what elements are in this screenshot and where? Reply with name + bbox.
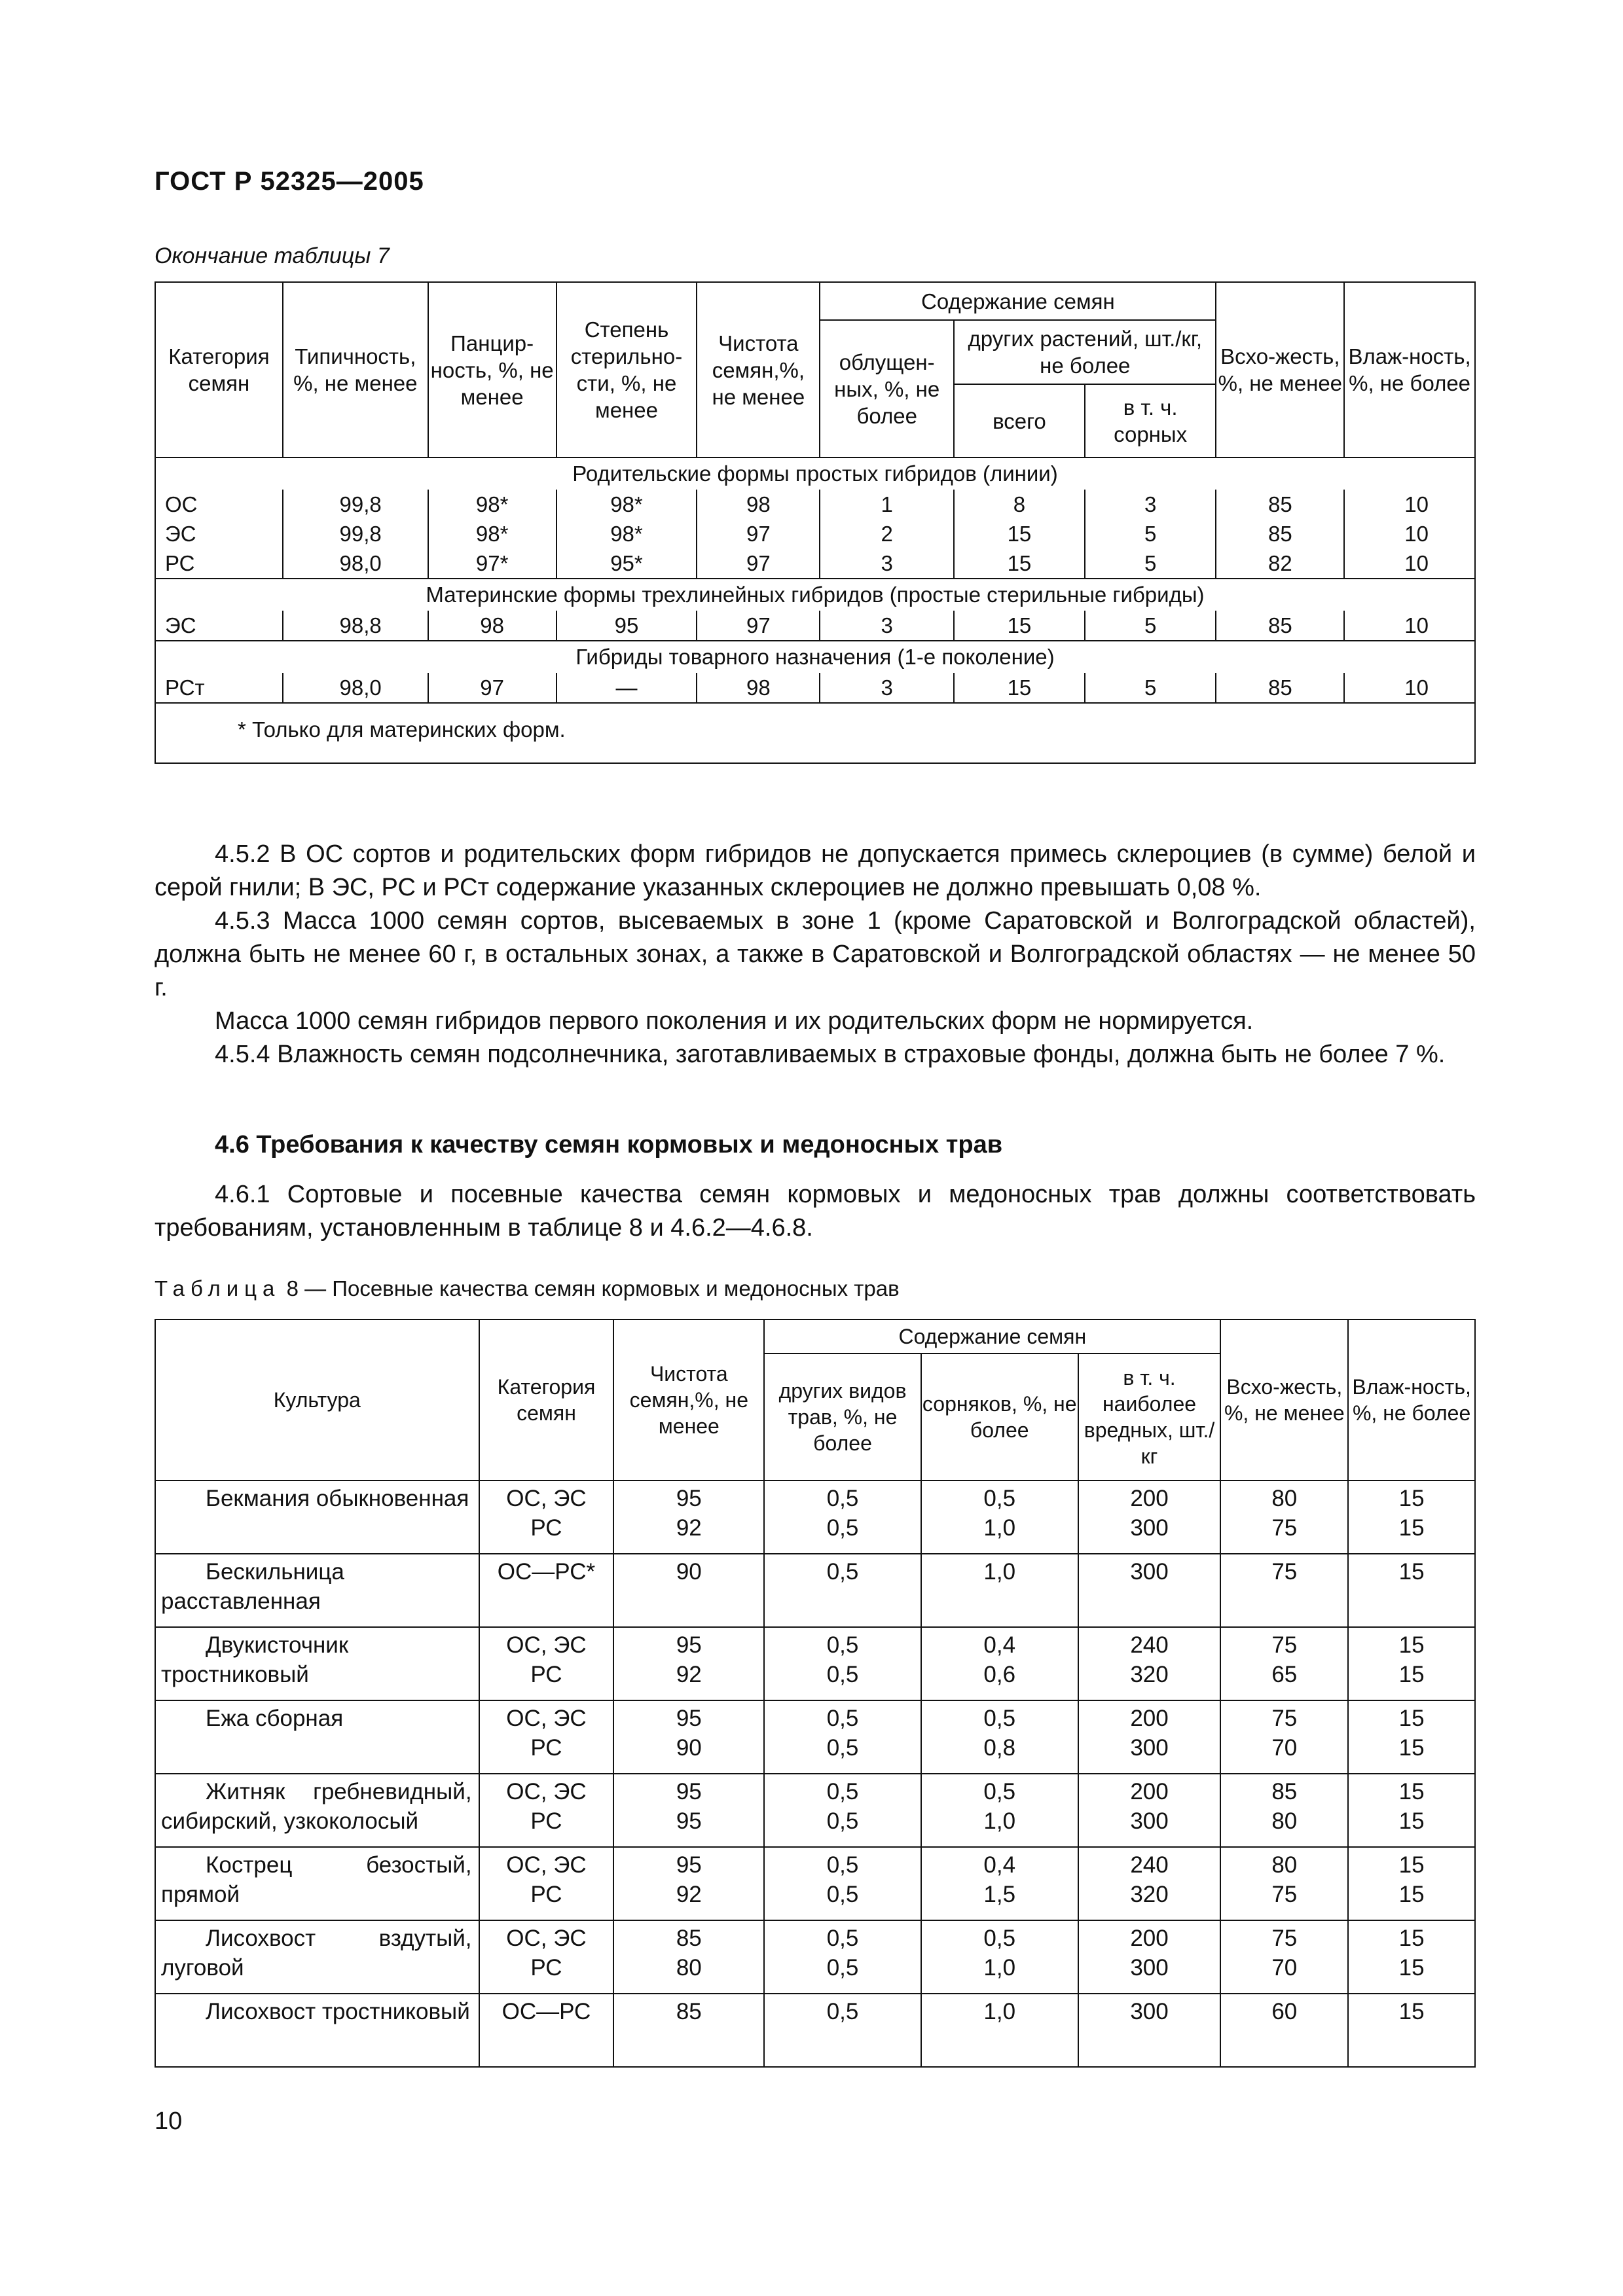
table8-value: 15 15: [1398, 1926, 1425, 1981]
col-weeds: в т. ч. сорных: [1085, 384, 1216, 457]
table8-value: 200 300: [1130, 1486, 1169, 1541]
col-harmful: в т. ч. наиболее вредных, шт./кг: [1078, 1354, 1221, 1480]
table8-cell-germination: [1220, 1920, 1348, 1994]
table8-cell-moisture: [1348, 1700, 1475, 1774]
table8-row: [155, 1994, 1475, 2067]
table7-cell: 82: [1216, 548, 1344, 579]
table8-cell-moisture: [1348, 1480, 1475, 1554]
table7-cell: 3: [820, 548, 954, 579]
table8-cell-other: [764, 1774, 921, 1847]
table8-caption-label: Таблица: [155, 1276, 281, 1300]
table7-cell: 98: [697, 673, 820, 703]
table8-cell-harmful: [1078, 1480, 1221, 1554]
col-armor: Панцир-ность, %, не менее: [428, 282, 556, 457]
table7-cell: —: [556, 673, 697, 703]
paragraph-4-5-4: 4.5.4 Влажность семян подсолнечника, заготавливаемых в страховые фонды, должна быть не более 7 %.: [215, 1041, 1446, 1068]
section-heading-4-6: 4.6 Требования к качеству семян кормовых и медоносных трав: [215, 1131, 1003, 1158]
paragraph-4-5-2: 4.5.2 В ОС сортов и родительских форм гибридов не допускается примесь склероциев (в сумме) белой и серой гнили; В ЭС, РС и РСт содержание указанных склероциев не должно превышать 0,08 %.: [155, 840, 1476, 901]
col-category: Категория семян: [155, 282, 283, 457]
table8-value: 0,5 1,0: [983, 1779, 1016, 1834]
paragraph-4-5-3-mass: Масса 1000 семян гибридов первого поколения и их родительских форм не нормируется.: [215, 1007, 1254, 1035]
table8-cell-weeds: [921, 1994, 1078, 2067]
table8-value: 85: [676, 1999, 702, 2024]
table-7: [155, 281, 1476, 764]
table7-footnote: * Только для материнских форм.: [155, 703, 1475, 763]
table8-cell-other: [764, 1920, 921, 1994]
table7-section-row: [155, 579, 1475, 611]
col-hulled: облущен-ных, %, не более: [820, 320, 954, 457]
table8-cell-purity: [613, 1774, 764, 1847]
table8-cell-category: [479, 1847, 614, 1920]
table8-culture-text: Двукисточник тростниковый: [161, 1632, 349, 1687]
table8-cell-harmful: [1078, 1920, 1221, 1994]
table7-cell: ЭС: [155, 611, 283, 641]
table8-cell-moisture: [1348, 1994, 1475, 2067]
table8-row: [155, 1554, 1475, 1627]
table8-cell-moisture: [1348, 1554, 1475, 1627]
table8-cell-purity: [613, 1554, 764, 1627]
table7-cell: 5: [1085, 519, 1216, 548]
table7-cell: 15: [954, 548, 1085, 579]
table8-value: 75 70: [1271, 1926, 1298, 1981]
table8-cell-other: [764, 1700, 921, 1774]
table8-cell-weeds: [921, 1627, 1078, 1700]
table8-cell-harmful: [1078, 1847, 1221, 1920]
table7-caption: Окончание таблицы 7: [155, 243, 390, 268]
table8-cell-weeds: [921, 1920, 1078, 1994]
table8-value: 0,5 0,5: [826, 1779, 859, 1834]
col-moisture: Влаж-ность, %, не более: [1344, 282, 1475, 457]
table8-cell-purity: [613, 1480, 764, 1554]
table7-cell: 99,8: [283, 519, 428, 548]
col-sterility: Степень стерильно-сти, %, не менее: [556, 282, 697, 457]
table8-cell-germination: [1220, 1700, 1348, 1774]
table8-row: [155, 1627, 1475, 1700]
table8-value: 1,0: [983, 1999, 1016, 2024]
table8-row: [155, 1847, 1475, 1920]
table8-value: 200 300: [1130, 1779, 1169, 1834]
table8-value: 0,4 0,6: [983, 1632, 1016, 1687]
table8-value: 0,5 0,5: [826, 1706, 859, 1761]
table8-culture-text: Ежа сборная: [206, 1706, 344, 1731]
table7-cell: 98: [697, 490, 820, 519]
table8-caption-text: 8 — Посевные качества семян кормовых и медоносных трав: [286, 1276, 900, 1300]
table7-cell: 97: [697, 548, 820, 579]
table8-culture-name: [155, 1700, 479, 1774]
table8-value: 200 300: [1130, 1706, 1169, 1761]
table8-value: 200 300: [1130, 1926, 1169, 1981]
table7-cell: 3: [1085, 490, 1216, 519]
table8-value: 0,5 1,0: [983, 1926, 1016, 1981]
table8-value: 0,5: [826, 1559, 859, 1585]
table7-cell: 85: [1216, 519, 1344, 548]
table7-section-row: [155, 641, 1475, 673]
table8-cell-harmful: [1078, 1774, 1221, 1847]
table8-value: ОС, ЭС РС: [506, 1486, 587, 1541]
table8-cell-moisture: [1348, 1627, 1475, 1700]
table7-cell: 97: [697, 519, 820, 548]
table8-culture-text: Бекмания обыкновенная: [206, 1486, 469, 1511]
table7-cell: 15: [954, 519, 1085, 548]
table7-cell: 95: [556, 611, 697, 641]
table8-cell-category: [479, 1774, 614, 1847]
table8-cell-category: [479, 1627, 614, 1700]
table7-cell: 99,8: [283, 490, 428, 519]
table7-cell: 1: [820, 490, 954, 519]
col-purity: Чистота семян,%, не менее: [613, 1319, 764, 1480]
table8-value: 0,5 0,5: [826, 1486, 859, 1541]
table8-value: 90: [676, 1559, 702, 1585]
table8-value: 95 95: [676, 1779, 702, 1834]
table8-value: 240 320: [1130, 1632, 1169, 1687]
table8-row: [155, 1480, 1475, 1554]
col-germination: Всхо-жесть, %, не менее: [1216, 282, 1344, 457]
body-text: [155, 838, 1476, 1071]
body-text-4-6: [155, 1178, 1476, 1245]
table8-cell-germination: [1220, 1554, 1348, 1627]
table8-culture-name: [155, 1480, 479, 1554]
table7-cell: 15: [954, 611, 1085, 641]
table8-culture-name: [155, 1774, 479, 1847]
table8-value: 85 80: [1271, 1779, 1298, 1834]
table8-row: [155, 1774, 1475, 1847]
table8-culture-text: Кострец безостый, прямой: [161, 1852, 472, 1907]
table8-cell-category: [479, 1700, 614, 1774]
col-other-plants: других растений, шт./кг, не более: [954, 320, 1216, 384]
col-germination: Всхо-жесть, %, не менее: [1220, 1319, 1348, 1480]
table8-culture-name: [155, 1627, 479, 1700]
table7-section-row: [155, 457, 1475, 490]
table7-section-title: Материнские формы трехлинейных гибридов (простые стерильные гибриды): [155, 579, 1475, 611]
table8-cell-other: [764, 1627, 921, 1700]
table8-value: ОС—РС*: [497, 1559, 596, 1585]
table7-cell: 85: [1216, 490, 1344, 519]
table8-value: 95 90: [676, 1706, 702, 1761]
table7-cell: 3: [820, 673, 954, 703]
table8-value: 15 15: [1398, 1706, 1425, 1761]
table7-cell: 10: [1344, 490, 1475, 519]
table8-cell-harmful: [1078, 1627, 1221, 1700]
table8-value: 240 320: [1130, 1852, 1169, 1907]
table8-value: 80 75: [1271, 1486, 1298, 1541]
table8-value: 0,5 0,5: [826, 1852, 859, 1907]
table8-cell-moisture: [1348, 1774, 1475, 1847]
table-8: [155, 1319, 1476, 2068]
table7-cell: 97*: [428, 548, 556, 579]
table8-value: 0,5 0,8: [983, 1706, 1016, 1761]
table8-value: 300: [1130, 1999, 1169, 2024]
table8-caption: [155, 1276, 900, 1301]
table8-cell-weeds: [921, 1480, 1078, 1554]
col-culture: Культура: [155, 1319, 479, 1480]
table8-cell-category: [479, 1994, 614, 2067]
table8-cell-germination: [1220, 1847, 1348, 1920]
table7-cell: 97: [697, 611, 820, 641]
table8-value: 15 15: [1398, 1852, 1425, 1907]
table7-cell: 10: [1344, 548, 1475, 579]
table7-cell: РС: [155, 548, 283, 579]
table8-value: 0,5: [826, 1999, 859, 2024]
table7-data-row: [155, 611, 1475, 641]
table7-cell: 10: [1344, 673, 1475, 703]
table8-value: 75 70: [1271, 1706, 1298, 1761]
table8-value: 95 92: [676, 1632, 702, 1687]
table7-cell: 97: [428, 673, 556, 703]
table8-value: 75: [1271, 1559, 1298, 1585]
table8-value: 80 75: [1271, 1852, 1298, 1907]
table7-cell: 98*: [556, 519, 697, 548]
col-moisture: Влаж-ность, %, не более: [1348, 1319, 1475, 1480]
table7-cell: 5: [1085, 673, 1216, 703]
col-other-species: других видов трав, %, не более: [764, 1354, 921, 1480]
col-total: всего: [954, 384, 1085, 457]
table8-cell-germination: [1220, 1480, 1348, 1554]
table7-data-row: [155, 519, 1475, 548]
paragraph-4-5-3: 4.5.3 Масса 1000 семян сортов, высеваемых в зоне 1 (кроме Саратовской и Волгоградской областей), должна быть не менее 60 г, в остальных зонах, а также в Саратовской и Волгоградской областях — не менее 50 г.: [155, 907, 1476, 1001]
table8-value: 300: [1130, 1559, 1169, 1585]
table8-value: ОС, ЭС РС: [506, 1779, 587, 1834]
table7-cell: 15: [954, 673, 1085, 703]
table7-cell: 5: [1085, 548, 1216, 579]
col-content: Содержание семян: [764, 1319, 1220, 1354]
table8-value: 85 80: [676, 1926, 702, 1981]
table7-cell: 2: [820, 519, 954, 548]
table8-cell-other: [764, 1554, 921, 1627]
table8-cell-germination: [1220, 1994, 1348, 2067]
table7-data-row: [155, 490, 1475, 519]
col-purity: Чистота семян,%, не менее: [697, 282, 820, 457]
table8-cell-purity: [613, 1627, 764, 1700]
table7-data-row: [155, 548, 1475, 579]
table8-value: ОС, ЭС РС: [506, 1852, 587, 1907]
col-typicality: Типичность, %, не менее: [283, 282, 428, 457]
table8-cell-moisture: [1348, 1920, 1475, 1994]
col-weeds: сорняков, %, не более: [921, 1354, 1078, 1480]
table7-cell: 3: [820, 611, 954, 641]
table8-value: 60: [1271, 1999, 1298, 2024]
table8-cell-weeds: [921, 1774, 1078, 1847]
table7-cell: 10: [1344, 519, 1475, 548]
table8-cell-category: [479, 1480, 614, 1554]
table8-cell-moisture: [1348, 1847, 1475, 1920]
table8-culture-text: Бескильница расставленная: [161, 1559, 344, 1614]
table8-cell-category: [479, 1554, 614, 1627]
table7-cell: РСт: [155, 673, 283, 703]
table8-value: ОС, ЭС РС: [506, 1632, 587, 1687]
col-content: Содержание семян: [820, 282, 1216, 320]
table8-cell-other: [764, 1480, 921, 1554]
table7-cell: 95*: [556, 548, 697, 579]
table8-cell-weeds: [921, 1847, 1078, 1920]
table8-cell-harmful: [1078, 1994, 1221, 2067]
table8-cell-purity: [613, 1920, 764, 1994]
table8-cell-other: [764, 1994, 921, 2067]
table8-value: 95 92: [676, 1852, 702, 1907]
table8-value: 0,5 1,0: [983, 1486, 1016, 1541]
table8-culture-name: [155, 1554, 479, 1627]
table7-cell: 98*: [428, 490, 556, 519]
table8-cell-harmful: [1078, 1700, 1221, 1774]
table7-cell: 10: [1344, 611, 1475, 641]
table8-cell-purity: [613, 1994, 764, 2067]
table8-cell-germination: [1220, 1627, 1348, 1700]
table7-cell: ОС: [165, 492, 198, 516]
document-header: ГОСТ Р 52325—2005: [155, 167, 424, 196]
table7-cell: 98*: [556, 490, 697, 519]
paragraph-4-6-1: 4.6.1 Сортовые и посевные качества семян кормовых и медоносных трав должны соответствовать требованиям, установленным в таблице 8 и 4.6.2—4.6.8.: [155, 1181, 1476, 1242]
table8-value: 1,0: [983, 1559, 1016, 1585]
table8-value: 75 65: [1271, 1632, 1298, 1687]
table8-value: 15 15: [1398, 1779, 1425, 1834]
table8-value: ОС, ЭС РС: [506, 1926, 587, 1981]
table7-cell: ЭС: [165, 522, 196, 546]
table8-value: 0,5 0,5: [826, 1926, 859, 1981]
table8-cell-germination: [1220, 1774, 1348, 1847]
table8-culture-name: [155, 1920, 479, 1994]
table8-culture-name: [155, 1994, 479, 2067]
table8-row: [155, 1920, 1475, 1994]
table8-culture-text: Лисохвост тростниковый: [206, 1999, 470, 2024]
table7-cell: 98*: [428, 519, 556, 548]
table7-cell: 98,0: [283, 673, 428, 703]
table8-cell-category: [479, 1920, 614, 1994]
table7-cell: 85: [1216, 673, 1344, 703]
table8-culture-text: Житняк гребневидный, сибирский, узкоколосый: [161, 1779, 472, 1834]
table8-value: 0,5 0,5: [826, 1632, 859, 1687]
table8-cell-weeds: [921, 1554, 1078, 1627]
table8-cell-purity: [613, 1700, 764, 1774]
table8-value: 15: [1398, 1999, 1425, 2024]
table8-culture-text: Лисохвост вздутый, луговой: [161, 1926, 472, 1981]
table7-cell: 85: [1216, 611, 1344, 641]
table8-value: ОС, ЭС РС: [506, 1706, 587, 1761]
table8-value: 95 92: [676, 1486, 702, 1541]
table8-cell-weeds: [921, 1700, 1078, 1774]
table8-culture-name: [155, 1847, 479, 1920]
table8-value: ОС—РС: [501, 1999, 591, 2024]
table7-cell: 8: [954, 490, 1085, 519]
table8-value: 0,4 1,5: [983, 1852, 1016, 1907]
table8-cell-purity: [613, 1847, 764, 1920]
table7-cell: 5: [1085, 611, 1216, 641]
table8-value: 15 15: [1398, 1486, 1425, 1541]
table7-section-title: Родительские формы простых гибридов (линии): [155, 457, 1475, 490]
page-number: 10: [155, 2108, 183, 2135]
table7-section-title: Гибриды товарного назначения (1-е поколение): [155, 641, 1475, 673]
table7-cell: 98,8: [283, 611, 428, 641]
table8-value: 15: [1398, 1559, 1425, 1585]
table8-row: [155, 1700, 1475, 1774]
table7-cell: 98,0: [283, 548, 428, 579]
col-category: Категория семян: [479, 1319, 614, 1480]
table7-cell: 98: [428, 611, 556, 641]
table8-cell-harmful: [1078, 1554, 1221, 1627]
table8-cell-other: [764, 1847, 921, 1920]
table7-data-row: [155, 673, 1475, 703]
table8-value: 15 15: [1398, 1632, 1425, 1687]
